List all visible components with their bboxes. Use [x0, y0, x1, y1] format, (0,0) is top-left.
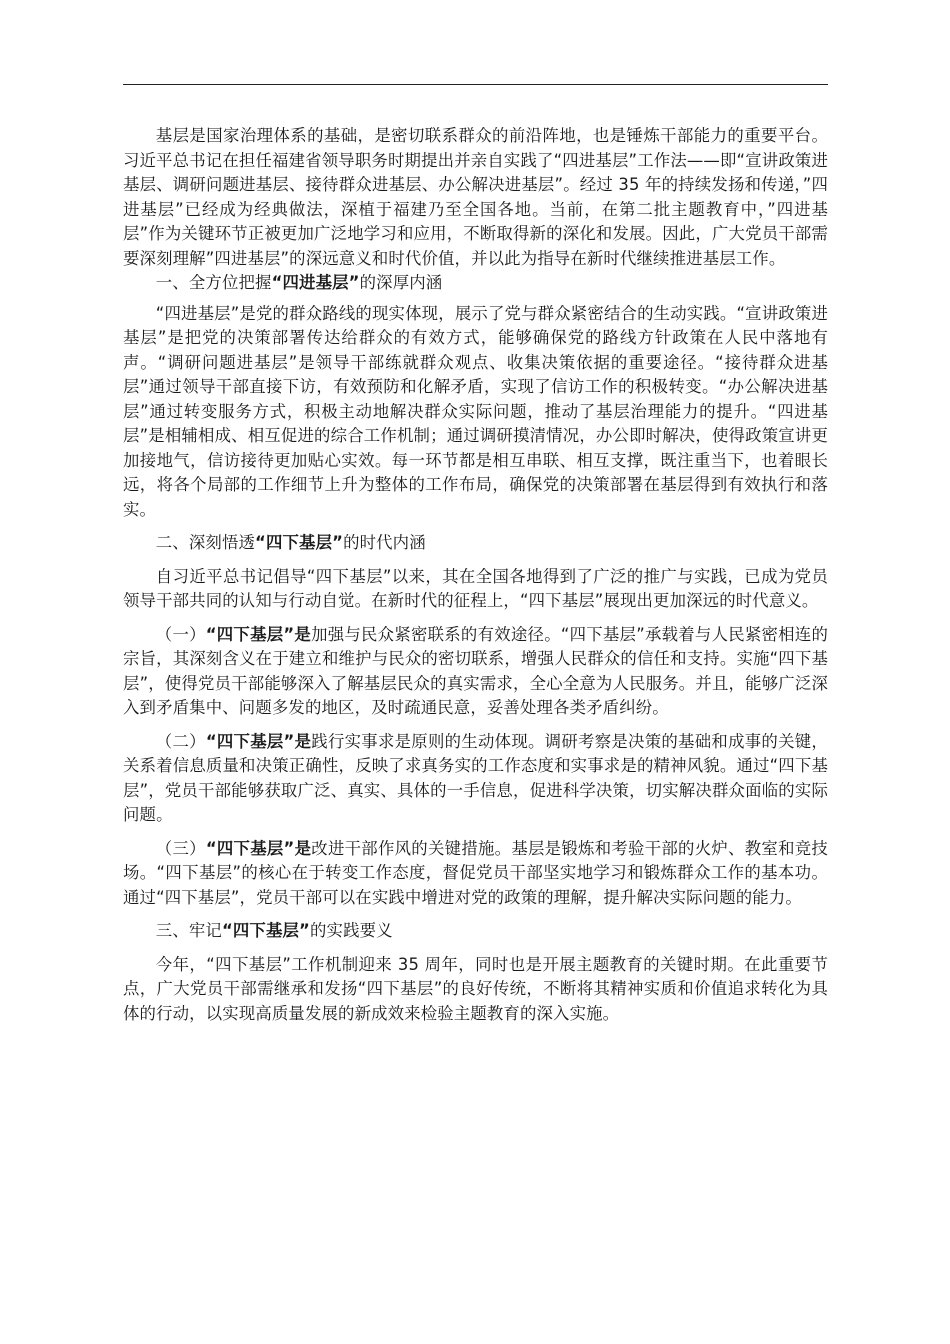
section3-heading [123, 919, 828, 944]
item2-bold: “四下基层”是 [205, 731, 312, 751]
item1-bold: “四下基层”是 [205, 624, 312, 644]
section3-paragraph: 今年，“四下基层”工作机制迎来 35 周年，同时也是开展主题教育的关键时期。在此重要节点，广大党员干部需继承和发扬“四下基层”的良好传统，不断将其精神实质和价值追求转化为具体的行动，以实现高质量发展的新成效来检验主题教育的深入实施。 [123, 954, 828, 1023]
item2-lead: （二） [155, 731, 206, 751]
section2-paragraph: 自习近平总书记倡导“四下基层”以来，其在全国各地得到了广泛的推广与实践，已成为党员领导干部共同的认知与行动自觉。在新时代的征程上，“四下基层”展现出更加深远的时代意义。 [123, 566, 828, 610]
item2-text: 践行实事求是原则的生动体现。调研考察是决策的基础和成事的关键，关系着信息质量和决策正确性，反映了求真务实的工作态度和实事求是的精神风貌。通过“四下基层”，党员干部能够获取广泛、真实、具体的一手信息，促进科学决策，切实解决群众面临的实际问题。 [123, 731, 828, 824]
section3-heading-post: 的实践要义 [309, 921, 393, 940]
section1-heading-bold: “四进基层” [271, 273, 360, 292]
header-rule [123, 84, 828, 85]
section1-heading-pre: 一、全方位把握 [155, 273, 272, 292]
section1-heading-post: 的深厚内涵 [359, 273, 443, 292]
section2-heading-pre: 二、深刻悟透 [155, 533, 256, 552]
section2-heading-post: 的时代内涵 [343, 533, 426, 552]
section2-heading [123, 531, 828, 556]
section2-item-2 [123, 730, 828, 828]
document-body [123, 124, 828, 1026]
section3-heading-pre: 三、牢记 [155, 921, 222, 940]
section2-item-1 [123, 623, 828, 721]
item1-text: 加强与民众紧密联系的有效途径。“四下基层”承载着与人民紧密相连的宗旨，其深刻含义在于建立和维护与民众的密切联系，增强人民群众的信任和支持。实施“四下基层”，使得党员干部能够深入了解基层民众的真实需求，全心全意为人民服务。并且，能够广泛深入到矛盾集中、问题多发的地区，及时疏通民意，妥善处理各类矛盾纠纷。 [123, 624, 828, 717]
intro-paragraph: 基层是国家治理体系的基础，是密切联系群众的前沿阵地，也是锤炼干部能力的重要平台。习近平总书记在担任福建省领导职务时期提出并亲自实践了“四进基层”工作法——即“宣讲政策进基层、调研问题进基层、接待群众进基层、办公解决进基层”。经过 35 年的持续发扬和传递，”四进基层”已经成为经典做法，深植于福建乃至全国各地。当前，在第二批主题教育中，”四进基层”作为关键环节正被更加广泛地学习和应用，不断取得新的深化和发展。因此，广大党员干部需要深刻理解”四进基层”的深远意义和时代价值，并以此为指导在新时代继续推进基层工作。 [123, 126, 828, 268]
section1-paragraph: “四进基层”是党的群众路线的现实体现，展示了党与群众紧密结合的生动实践。“宣讲政策进基层”是把党的决策部署传达给群众的有效方式，能够确保党的路线方针政策在人民中落地有声。“调研问题进基层”是领导干部练就群众观点、收集决策依据的重要途径。“接待群众进基层”通过领导干部直接下访，有效预防和化解矛盾，实现了信访工作的积极转变。“办公解决进基层”通过转变服务方式，积极主动地解决群众实际问题，推动了基层治理能力的提升。“四进基层”是相辅相成、相互促进的综合工作机制；通过调研摸清情况，办公即时解决，使得政策宣讲更加接地气，信访接待更加贴心实效。每一环节都是相互串联、相互支撑，既注重当下，也着眼长远，将各个局部的工作细节上升为整体的工作布局，确保党的决策部署在基层得到有效执行和落实。 [123, 303, 828, 519]
item3-text: 改进干部作风的关键措施。基层是锻炼和考验干部的火炉、教室和竞技场。“四下基层”的核心在于转变工作态度，督促党员干部坚实地学习和锻炼群众工作的基本功。通过“四下基层”，党员干部可以在实践中增进对党的政策的理解，提升解决实际问题的能力。 [123, 838, 828, 907]
section2-item-3 [123, 837, 828, 911]
section3-heading-bold: “四下基层” [221, 921, 310, 940]
section1-heading [123, 271, 828, 296]
item3-lead: （三） [155, 838, 206, 858]
section2-heading-bold: “四下基层” [255, 533, 344, 552]
item3-bold: “四下基层”是 [205, 838, 312, 858]
item1-lead: （一） [155, 624, 206, 644]
